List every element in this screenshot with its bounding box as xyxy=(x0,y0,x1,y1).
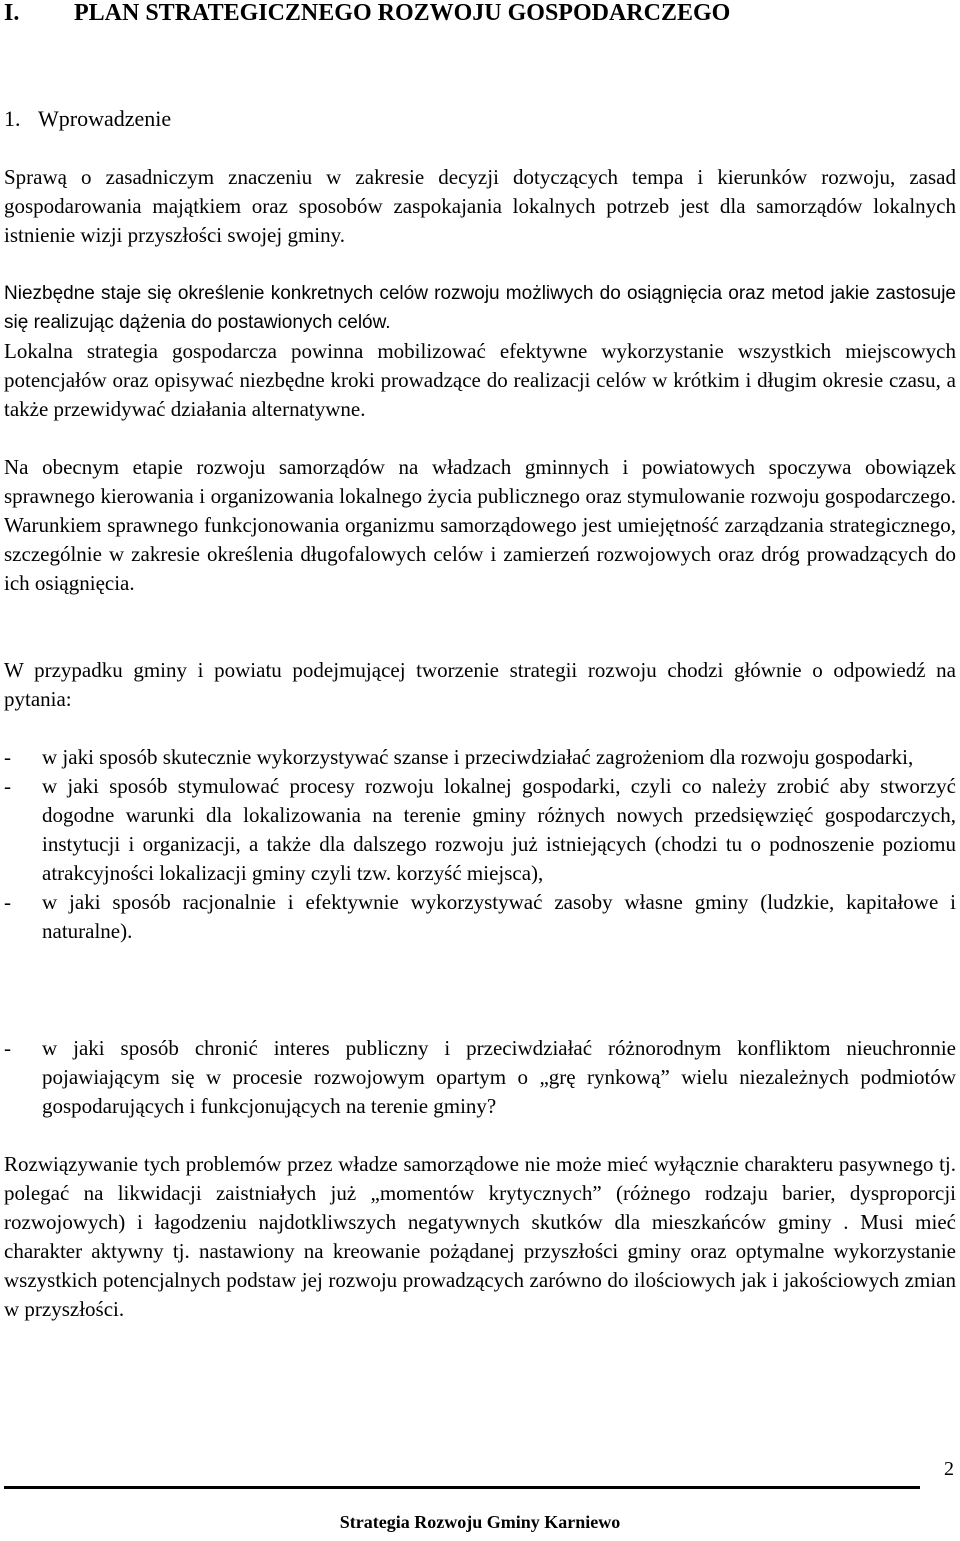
list-dash: - xyxy=(4,745,11,769)
paragraph-strategy-text: Lokalna strategia gospodarcza powinna mobilizować efektywne wykorzystanie wszystkich miejscowych potencjałów oraz opisywać niezbędne kroki prowadzące do realizacji celów w krótkim i długim okresie czasu, a także przewidywać działania alternatywne. xyxy=(4,339,956,421)
list-item xyxy=(4,772,956,888)
list-item xyxy=(4,1034,956,1121)
paragraph-intro xyxy=(4,163,956,250)
paragraph-current-stage-text: Na obecnym etapie rozwoju samorządów na władzach gminnych i powiatowych spoczywa obowiązek sprawnego kierowania i organizowania lokalnego życia publicznego oraz stymulowanie rozwoju gospodarczego. Warunkiem sprawnego funkcjonowania organizmu samorządowego jest umiejętność zarządzania strategicznego, szczególnie w zakresie określenia długofalowych celów i zamierzeń rozwojowych oraz dróg prowadzących do ich osiągnięcia. xyxy=(4,455,956,595)
page-number: 2 xyxy=(944,1458,954,1480)
section-title: Wprowadzenie xyxy=(38,106,172,131)
title-number: I. xyxy=(4,0,20,26)
footer-title: Strategia Rozwoju Gminy Karniewo xyxy=(339,1512,621,1532)
section-number: 1. xyxy=(4,106,21,131)
list-item-text: w jaki sposób skutecznie wykorzystywać szanse i przeciwdziałać zagrożeniom dla rozwoju gospodarki, xyxy=(42,745,914,769)
list-dash: - xyxy=(4,890,11,914)
list-item-text: w jaki sposób racjonalnie i efektywnie wykorzystywać zasoby własne gminy (ludzkie, kapitałowe i naturalne). xyxy=(42,890,956,943)
list-item xyxy=(4,743,956,772)
title-text: PLAN STRATEGICZNEGO ROZWOJU GOSPODARCZEGO xyxy=(74,0,731,26)
paragraph-goals xyxy=(4,279,956,337)
paragraph-conclusion-text: Rozwiązywanie tych problemów przez władze samorządowe nie może mieć wyłącznie charakteru pasywnego tj. polegać na likwidacji zaistniałych już „momentów krytycznych” (różnego rodzaju barier, dysproporcji rozwojowych) i łagodzeniu najdotkliwszych negatywnych skutków dla mieszkańców gminy . Musi mieć charakter aktywny tj. nastawiony na kreowanie pożądanej przyszłości gminy oraz optymalne wykorzystanie wszystkich potencjalnych podstaw jej rozwoju prowadzących zarówno do ilościowych jak i jakościowych zmian w przyszłości. xyxy=(4,1152,956,1321)
list-dash: - xyxy=(4,1036,11,1060)
questions-list xyxy=(4,743,956,946)
footer-divider xyxy=(4,1486,920,1489)
paragraph-questions-intro xyxy=(4,656,956,714)
list-item-text: w jaki sposób chronić interes publiczny i przeciwdziałać różnorodnym konfliktom nieuchronnie pojawiającym się w procesie rozwojowym opartym o „grę rynkową” wielu niezależnych podmiotów gospodarujących i funkcjonujących na terenie gminy? xyxy=(42,1036,956,1118)
paragraph-questions-intro-text: W przypadku gminy i powiatu podejmującej tworzenie strategii rozwoju chodzi głównie o odpowiedź na pytania: xyxy=(4,658,956,711)
list-item xyxy=(4,888,956,946)
section-heading xyxy=(4,104,171,134)
list-dash: - xyxy=(4,774,11,798)
paragraph-current-stage xyxy=(4,453,956,598)
document-title xyxy=(4,0,730,28)
paragraph-goals-text: Niezbędne staje się określenie konkretnych celów rozwoju możliwych do osiągnięcia oraz metod jakie zastosuje się realizując dążenia do postawionych celów. xyxy=(4,283,956,333)
paragraph-conclusion xyxy=(4,1150,956,1324)
questions-list-continued xyxy=(4,1034,956,1121)
paragraph-strategy xyxy=(4,337,956,424)
list-item-text: w jaki sposób stymulować procesy rozwoju lokalnej gospodarki, czyli co należy zrobić aby stworzyć dogodne warunki dla lokalizowania na terenie gminy różnych nowych przedsięwzięć gospodarczych, instytucji i organizacji, a także dla dalszego rozwoju już istniejących (chodzi tu o podnoszenie poziomu atrakcyjności lokalizacji gminy czyli tzw. korzyść miejsca), xyxy=(42,774,956,885)
paragraph-intro-text: Sprawą o zasadniczym znaczeniu w zakresie decyzji dotyczących tempa i kierunków rozwoju, zasad gospodarowania majątkiem oraz sposobów zaspokajania lokalnych potrzeb jest dla samorządów lokalnych istnienie wizji przyszłości swojej gminy. xyxy=(4,165,956,247)
